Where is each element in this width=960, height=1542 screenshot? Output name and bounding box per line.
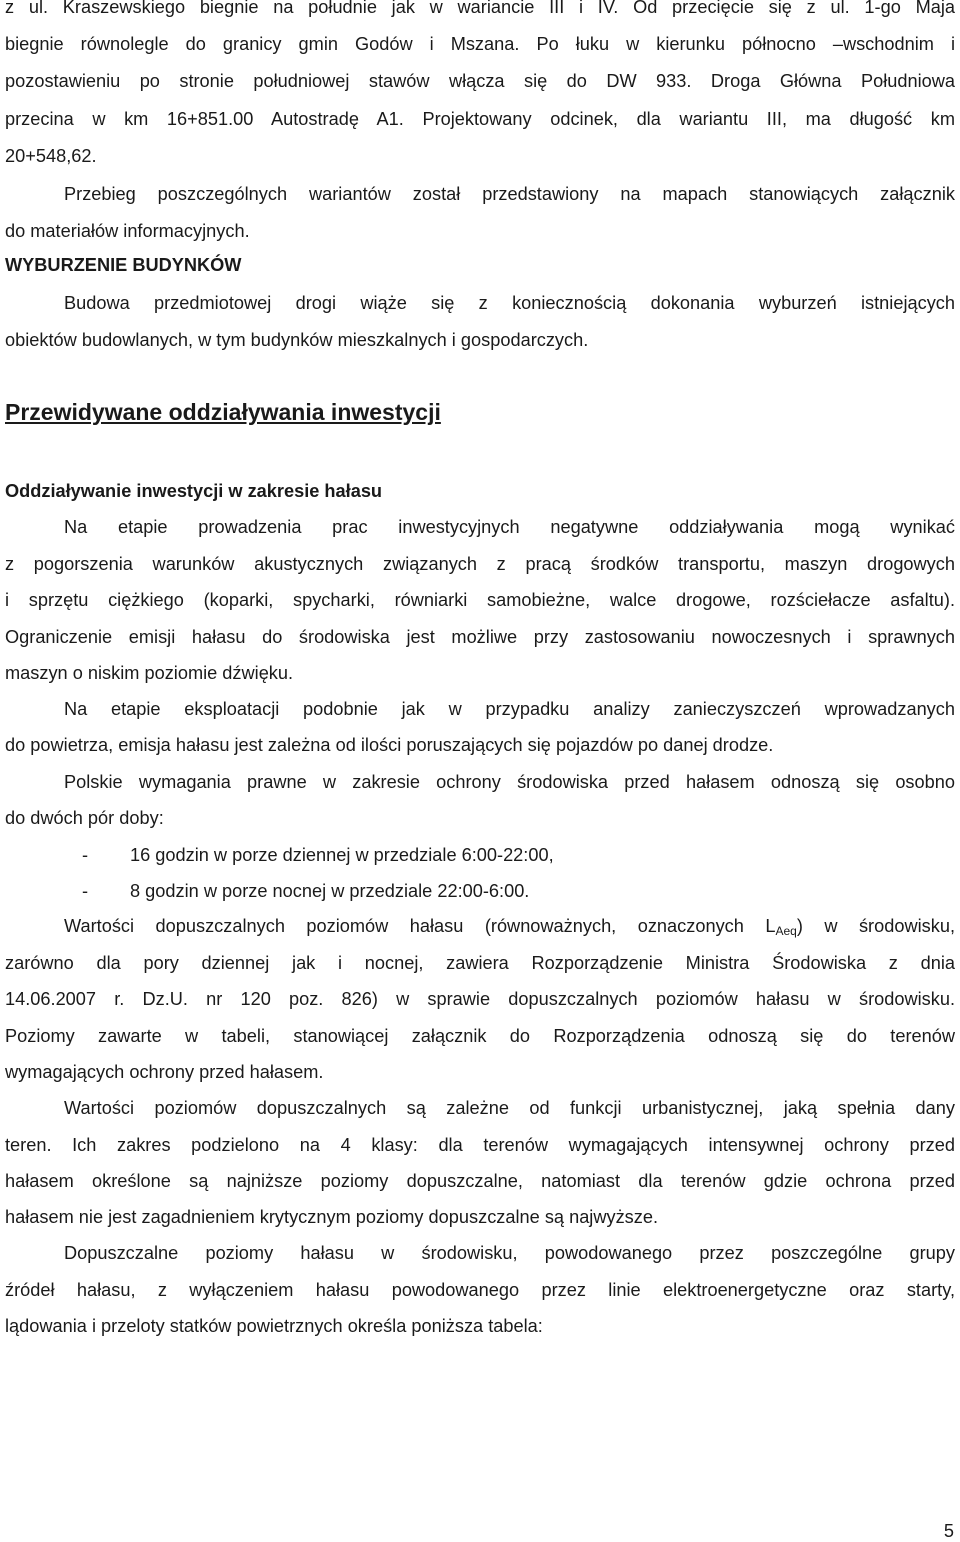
text-line: obiektów budowlanych, w tym budynków mieszkalnych i gospodarczych.: [5, 330, 589, 350]
text-line: do dwóch pór doby:: [5, 808, 164, 828]
list-dash: -: [82, 845, 89, 865]
text-line: Przebieg poszczególnych wariantów został przedstawiony na mapach stanowiących załącznik: [64, 184, 955, 204]
text-line: Budowa przedmiotowej drogi wiąże się z koniecznością dokonania wyburzeń istniejących: [64, 293, 955, 313]
text-fragment: ) w środowisku,: [796, 916, 955, 936]
text-line: biegnie równolegle do granicy gmin Godów i Mszana. Po łuku w kierunku północno –wschodnim i: [5, 34, 955, 54]
text-line: źródeł hałasu, z wyłączeniem hałasu powodowanego przez linie elektroenergetyczne oraz starty,: [5, 1280, 955, 1300]
text-line: lądowania i przeloty statków powietrznych określa poniższa tabela:: [5, 1316, 543, 1336]
text-line: z pogorszenia warunków akustycznych związanych z pracą środków transportu, maszyn drogowych: [5, 554, 955, 574]
list-item-text: 8 godzin w porze nocnej w przedziale 22:00-6:00.: [130, 881, 530, 901]
list-item-text: 16 godzin w porze dziennej w przedziale 6:00-22:00,: [130, 845, 554, 865]
text-line: i sprzętu ciężkiego (koparki, spycharki, równiarki samobieżne, walce drogowe, rozściełacze asfaltu).: [5, 590, 955, 610]
noise-heading: Oddziaływanie inwestycji w zakresie hałasu: [5, 481, 383, 501]
text-line: Polskie wymagania prawne w zakresie ochrony środowiska przed hałasem odnoszą się osobno: [64, 772, 955, 792]
text-line: przecina w km 16+851.00 Autostradę A1. Projektowany odcinek, dla wariantu III, ma długość km: [5, 109, 955, 129]
subscript-aeq: Aeq: [775, 924, 797, 938]
list-dash: -: [82, 881, 89, 901]
text-line: wymagających ochrony przed hałasem.: [5, 1062, 324, 1082]
text-line: pozostawieniu po stronie południowej stawów włącza się do DW 933. Droga Główna Południowa: [5, 71, 955, 91]
text-line: hałasem nie jest zagadnieniem krytycznym poziomy dopuszczalne są najwyższe.: [5, 1207, 659, 1227]
text-line: do materiałów informacyjnych.: [5, 221, 250, 241]
section-title: Przewidywane oddziaływania inwestycji: [5, 399, 441, 425]
text-line: Ograniczenie emisji hałasu do środowiska jest możliwe przy zastosowaniu nowoczesnych i sprawnych: [5, 627, 955, 647]
text-line: Na etapie prowadzenia prac inwestycyjnych negatywne oddziaływania mogą wynikać: [64, 517, 955, 537]
text-line: maszyn o niskim poziomie dźwięku.: [5, 663, 294, 683]
text-line: Na etapie eksploatacji podobnie jak w przypadku analizy zanieczyszczeń wprowadzanych: [64, 699, 955, 719]
text-line: hałasem określone są najniższe poziomy dopuszczalne, natomiast dla terenów gdzie ochrona przed: [5, 1171, 955, 1191]
text-line: [5, 915, 955, 942]
text-line: z ul. Kraszewskiego biegnie na południe jak w wariancie III i IV. Od przecięcie się z ul. 1-go Maja: [5, 0, 955, 17]
text-line: teren. Ich zakres podzielono na 4 klasy: dla terenów wymagających intensywnej ochrony przed: [5, 1135, 955, 1155]
text-line: Dopuszczalne poziomy hałasu w środowisku, powodowanego przez poszczególne grupy: [64, 1243, 955, 1263]
text-line: do powietrza, emisja hałasu jest zależna od ilości poruszających się pojazdów po danej drodze.: [5, 735, 774, 755]
text-line: 14.06.2007 r. Dz.U. nr 120 poz. 826) w sprawie dopuszczalnych poziomów hałasu w środowisku.: [5, 989, 955, 1009]
text-line: 20+548,62.: [5, 146, 97, 166]
text-fragment: Wartości dopuszczalnych poziomów hałasu (równoważnych, oznaczonych L: [64, 916, 776, 936]
text-line: Poziomy zawarte w tabeli, stanowiącej załącznik do Rozporządzenia odnoszą się do terenów: [5, 1026, 955, 1046]
page-number: 5: [943, 1521, 954, 1541]
demolition-heading: WYBURZENIE BUDYNKÓW: [5, 255, 242, 275]
text-line: Wartości poziomów dopuszczalnych są zależne od funkcji urbanistycznej, jaką spełnia dany: [64, 1098, 955, 1118]
text-line: zarówno dla pory dziennej jak i nocnej, zawiera Rozporządzenie Ministra Środowiska z dnia: [5, 953, 955, 973]
